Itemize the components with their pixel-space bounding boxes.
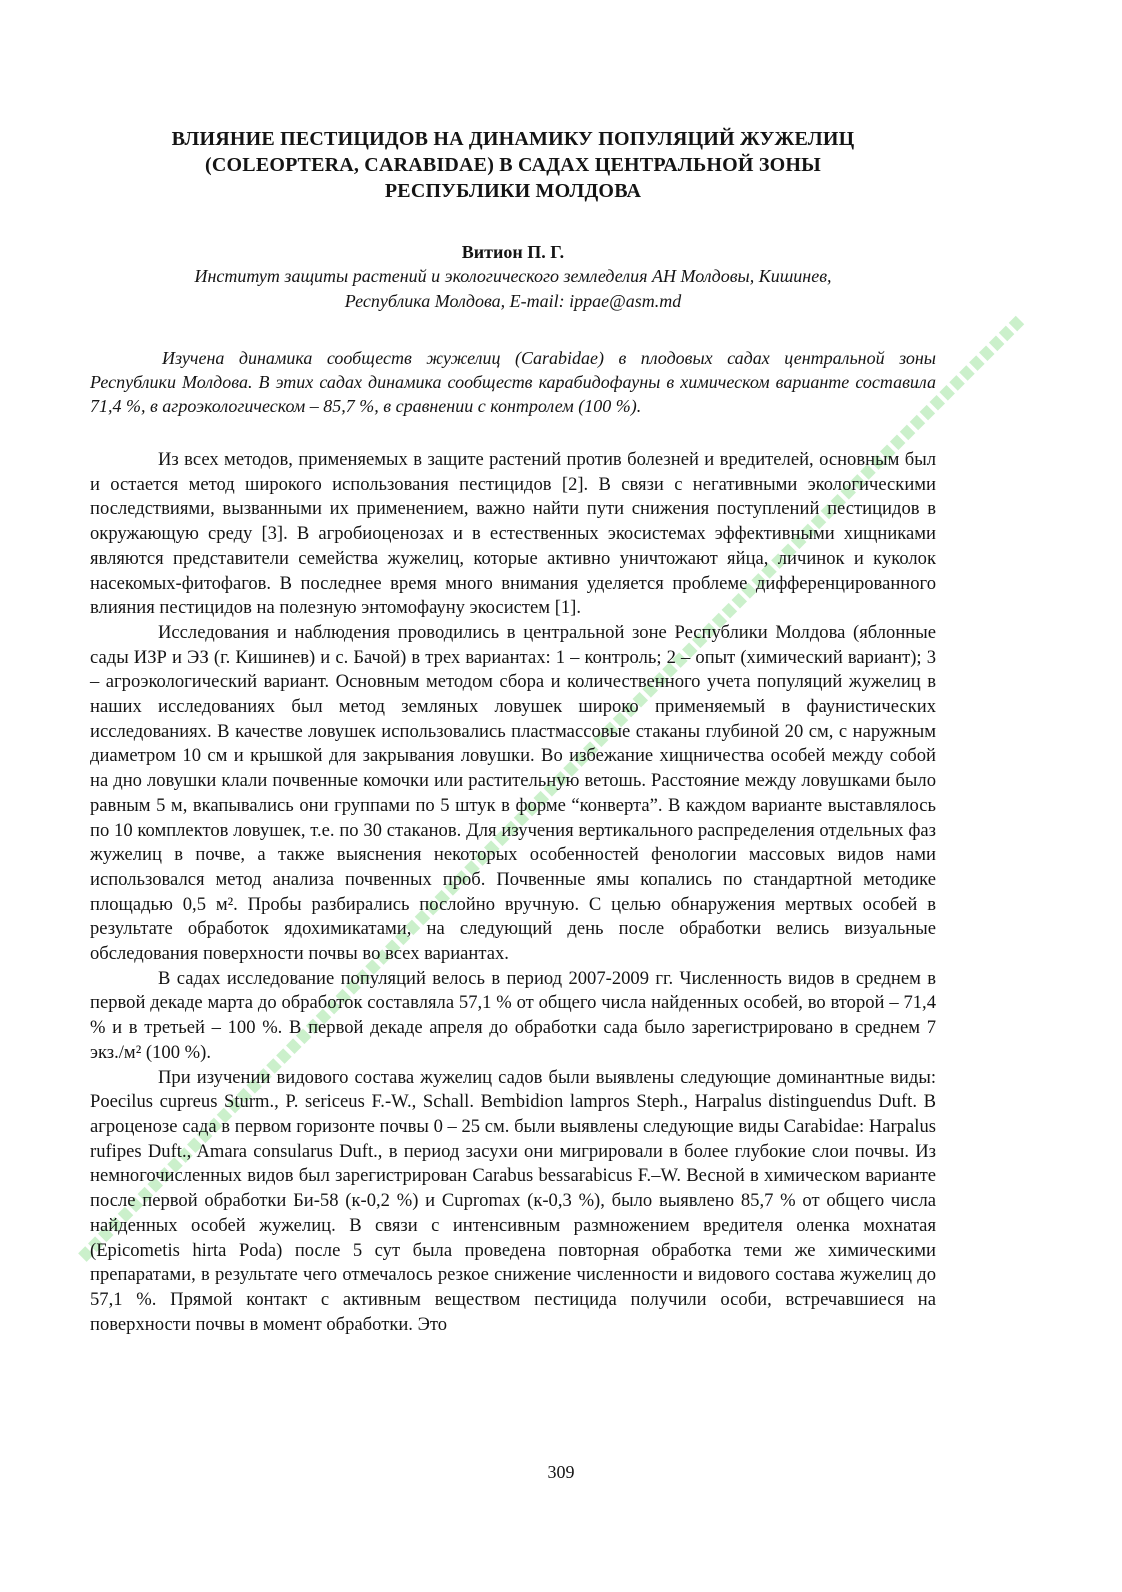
title-line: (COLEOPTERA, CARABIDAE) В САДАХ ЦЕНТРАЛЬНОЙ ЗОНЫ — [205, 154, 821, 176]
affiliation-line: Республика Молдова, E-mail: ippae@asm.md — [344, 291, 682, 311]
author-name: Витион П. Г. — [461, 242, 565, 262]
body-paragraph: В садах исследование популяций велось в период 2007-2009 гг. Численность видов в среднем в первой декаде марта до обработок составляла 57,1 % от общего числа найденных особей, во второй – 71,4 % и в третьей – 100 %. В первой декаде апреля до обработки сада было зарегистрировано в среднем 7 экз./м² (100 %). — [90, 967, 936, 1063]
title-line: ВЛИЯНИЕ ПЕСТИЦИДОВ НА ДИНАМИКУ ПОПУЛЯЦИЙ ЖУЖЕЛИЦ — [171, 128, 855, 150]
page-number: 309 — [547, 1462, 575, 1482]
article — [90, 126, 936, 1337]
body-paragraph: При изучении видового состава жужелиц садов были выявлены следующие доминантные виды: Poecilus cupreus Sturm., P. sericeus F.-W., Schall. Bembidion lampros Steph., Harpalus distinguendus Duft. В агроценозе сада в первом горизонте почвы 0 – 25 см. были выявлены следующие виды Carabidae: Harpalus rufipes Duft., Amara consularus Duft., в период засухи они мигрировали в более глубокие слои почвы. Из немногочисленных видов был зарегистрирован Carabus bessarabicus F.–W. Весной в химическом варианте после первой обработки Би-58 (к-0,2 %) и Cupromax (к-0,3 %), было выявлено 85,7 % от общего числа найденных особей жужелиц. В связи с интенсивным размножением вредителя оленка мохнатая (Epicometis hirta Poda) после 5 сут была проведена повторная обработка теми же химическими препаратами, в результате чего отмечалось резкое снижение численности и видового состава жужелиц до 57,1 %. Прямой контакт с активным веществом пестицида получили особи, встречавшиеся на поверхности почвы в момент обработки. Это — [90, 1066, 936, 1335]
body-paragraph: Из всех методов, применяемых в защите растений против болезней и вредителей, основным был и остается метод широкого использования пестицидов [2]. В связи с негативными экологическими последствиями, вызванными их применением, важно найти пути снижения поступлений пестицидов в окружающую среду [3]. В агробиоценозах и в естественных экосистемах эффективными хищниками являются представители семейства жужелиц, которые активно уничтожают яйца, личинок и куколок насекомых-фитофагов. В последнее время много внимания уделяется проблеме дифференцированного влияния пестицидов на полезную энтомофауну экосистем [1]. — [90, 449, 936, 619]
article-title — [90, 126, 936, 204]
body-paragraph: Исследования и наблюдения проводились в центральной зоне Республики Молдова (яблонные сады ИЗР и ЭЗ (г. Кишинев) и с. Бачой) в трех вариантах: 1 – контроль; 2 – опыт (химический вариант); 3 – агроэкологический вариант. Основным методом сбора и количественного учета популяций жужелиц в наших исследованиях был метод земляных ловушек широко применяемый в фаунистических исследованиях. В качестве ловушек использовались пластмассовые стаканы глубиной 20 см, с наружным диаметром 10 см и крышкой для закрывания ловушки. Во избежание хищничества особей между собой на дно ловушки клали почвенные комочки или растительную ветошь. Расстояние между ловушками было равным 5 м, вкапывались они группами по 5 штук в форме “конверта”. В каждом варианте выставлялось по 10 комплектов ловушек, т.е. по 30 стаканов. Для изучения вертикального распределения отдельных фаз жужелиц в почве, а также выяснения некоторых особенностей фенологии массовых видов нами использовался метод анализа почвенных проб. Почвенные ямы копались по стандартной методике площадью 0,5 м². Пробы разбирались послойно вручную. С целью обнаружения мертвых особей в результате обработок ядохимикатами, на следующий день после обработки велись визуальные обследования поверхности почвы во всех вариантах. — [90, 621, 936, 965]
affiliation-line: Институт защиты растений и экологического земледелия АН Молдовы, Кишинев, — [194, 266, 832, 286]
abstract: Изучена динамика сообществ жужелиц (Carabidae) в плодовых садах центральной зоны Республики Молдова. В этих садах динамика сообществ карабидофауны в химическом варианте составила 71,4 %, в агроэкологическом – 85,7 %, в сравнении с контролем (100 %). — [90, 348, 936, 416]
title-line: РЕСПУБЛИКИ МОЛДОВА — [384, 180, 642, 202]
author-affiliation — [90, 264, 936, 314]
body-text — [90, 448, 936, 1337]
